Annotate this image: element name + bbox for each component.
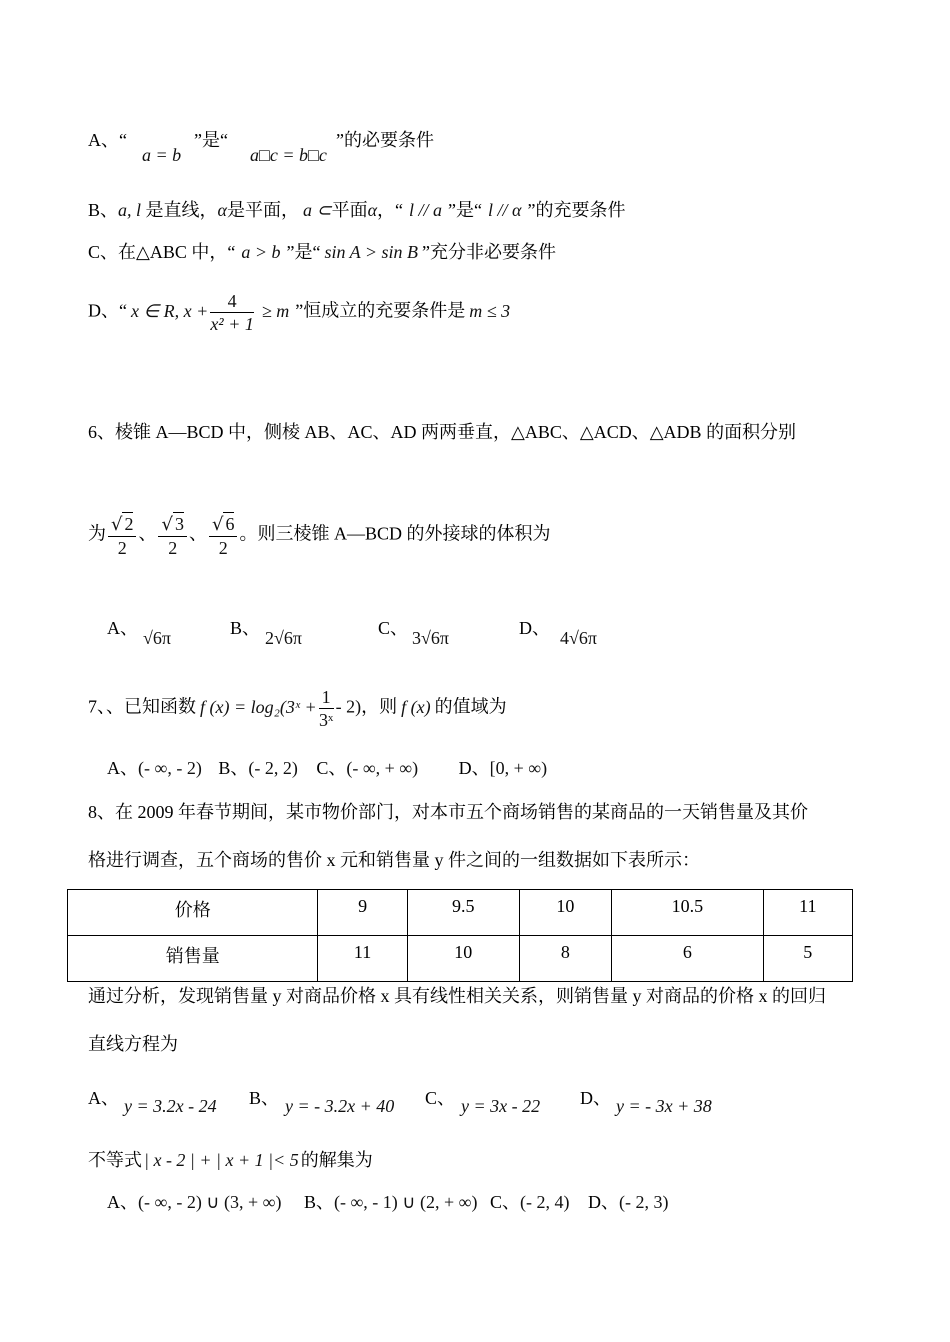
table-cell: 10 <box>407 936 519 982</box>
option-label: D、 <box>587 1192 619 1212</box>
text: 平面 <box>331 200 368 220</box>
math: f (x) <box>401 696 431 717</box>
text: ”的充要条件 <box>527 200 626 220</box>
q6-option-a-label: A、 <box>107 618 138 638</box>
price-sales-table <box>67 889 853 982</box>
q8-option-c-label: C、 <box>425 1088 456 1108</box>
text: ”恒成立的充要条件是 <box>295 300 466 321</box>
option-value: (- ∞, - 1) ∪ (2, + ∞) <box>333 1192 478 1212</box>
math: a, l <box>118 200 142 220</box>
math: a ⊂ <box>302 200 332 220</box>
fraction-denominator: 2 <box>117 538 127 558</box>
q8-option-b-value: y = - 3.2x + 40 <box>285 1096 395 1116</box>
q7-options <box>107 756 547 780</box>
math: l // α <box>488 200 522 220</box>
q5-a-math-2: a□c = b□c <box>250 145 327 165</box>
option-value: (- ∞, - 2) ∪ (3, + ∞) <box>138 1192 282 1212</box>
math: α <box>367 200 378 220</box>
text: 在△ABC 中，“ <box>118 242 236 262</box>
table-cell: 9 <box>318 890 407 936</box>
option-label: A、 <box>107 758 138 778</box>
option-label: D、 <box>88 300 119 321</box>
text: 的解集为 <box>300 1150 373 1170</box>
q8-option-c-value: y = 3x - 22 <box>461 1096 541 1116</box>
table-cell: 5 <box>763 936 852 982</box>
table-cell: 8 <box>519 936 611 982</box>
math: α <box>217 200 227 220</box>
q8-stem-line-2: 格进行调查，五个商场的售价 x 元和销售量 y 件之间的一组数据如下表所示： <box>88 850 700 870</box>
quote-open: “ <box>119 130 127 150</box>
fraction <box>210 290 254 335</box>
fraction-sqrt3: $\frac{√ 3}{2}$ <box>158 512 186 559</box>
fraction-numerator: 6 <box>225 514 235 534</box>
q8-stem-line-4: 直线方程为 <box>88 1034 178 1054</box>
option-label: A、 <box>88 130 119 150</box>
q8-option-a-label: A、 <box>88 1088 119 1108</box>
option-value: (- 2, 4) <box>519 1192 570 1212</box>
q6-option-a-value: √6π <box>143 628 171 648</box>
q5-option-d <box>88 290 510 335</box>
math: m ≤ 3 <box>469 300 511 321</box>
table-row <box>68 890 853 936</box>
q5-option-a <box>88 126 127 152</box>
q8-stem-line-1: 8、在 2009 年春节期间，某市物价部门，对本市五个商场销售的某商品的一天销售量及其价 <box>88 802 808 822</box>
q5-a-math-1: a = b <box>142 145 182 165</box>
text: 为 <box>88 523 106 544</box>
option-label: B、 <box>88 200 119 220</box>
text: 不等式 <box>88 1150 142 1170</box>
fraction-sqrt6: $\frac{√ 6}{2}$ <box>209 512 237 559</box>
option-value: (- 2, 3) <box>618 1192 669 1212</box>
text: ”充分非必要条件 <box>422 242 556 262</box>
q6-option-d-value: 4√6π <box>560 628 597 648</box>
option-value: (- ∞, - 2) <box>138 758 202 778</box>
q8-option-b-label: B、 <box>249 1088 280 1108</box>
text: 7、、已知函数 <box>88 696 196 717</box>
option-value: (- ∞, + ∞) <box>346 758 419 778</box>
table-cell: 6 <box>612 936 764 982</box>
table-cell: 10 <box>519 890 611 936</box>
q5-option-b <box>88 198 625 222</box>
q5-a-mid-text: ”是“ <box>194 130 228 150</box>
math: l // a <box>409 200 443 220</box>
fraction-denominator: 2 <box>218 538 228 558</box>
text: 的值域为 <box>434 696 507 717</box>
q5-a-end-text: ”的必要条件 <box>336 130 434 150</box>
option-label: A、 <box>107 1192 138 1212</box>
q9-options <box>107 1190 668 1214</box>
math: ≥ m <box>261 300 290 321</box>
fraction-numerator: 1 <box>319 686 334 709</box>
fraction-numerator: 2 <box>124 514 134 534</box>
math: sin A > sin B <box>324 242 418 262</box>
fraction-numerator: 4 <box>210 290 254 313</box>
q6-stem-line-2 <box>88 512 550 559</box>
text: 是平面， <box>226 200 299 220</box>
text: ，“ <box>377 200 404 220</box>
fraction-denominator: x² + 1 <box>210 314 254 334</box>
q6-option-b-value: 2√6π <box>265 628 302 648</box>
q7-stem <box>88 686 507 731</box>
text: ”是“ <box>448 200 483 220</box>
fraction-sqrt2: $\frac{√ 2}{2}$ <box>108 512 136 559</box>
option-label: B、 <box>218 758 249 778</box>
fraction-denominator: 2 <box>168 538 178 558</box>
q6-option-b-label: B、 <box>230 618 261 638</box>
table-cell: 价格 <box>68 890 318 936</box>
table-cell: 9.5 <box>407 890 519 936</box>
math: a > b <box>241 242 281 262</box>
table-cell: 11 <box>318 936 407 982</box>
q6-option-c-label: C、 <box>378 618 409 638</box>
text: 是直线， <box>145 200 218 220</box>
math: f (x) = log₂(3ˣ + <box>200 696 317 717</box>
text: ”是“ <box>286 242 321 262</box>
q8-option-d-value: y = - 3x + 38 <box>616 1096 712 1116</box>
math: | x - 2 | + | x + 1 |< 5 <box>144 1150 299 1170</box>
option-value: (- 2, 2) <box>248 758 298 778</box>
option-label: C、 <box>88 242 119 262</box>
fraction <box>319 686 334 731</box>
fraction-denominator: 3ˣ <box>319 710 334 730</box>
option-label: C、 <box>489 1192 520 1212</box>
q6-option-d-label: D、 <box>519 618 550 638</box>
q8-stem-line-3: 通过分析，发现销售量 y 对商品价格 x 具有线性相关关系，则销售量 y 对商品的价格 x 的回归 <box>88 986 826 1006</box>
q6-stem-line-1: 6、棱锥 A—BCD 中，侧棱 AB、AC、AD 两两垂直，△ABC、△ACD、△ADB 的面积分别 <box>88 422 797 442</box>
option-value: [0, + ∞) <box>489 758 548 778</box>
table-cell: 销售量 <box>68 936 318 982</box>
table-row <box>68 936 853 982</box>
math: - 2) <box>335 696 362 717</box>
separator: 、 <box>138 523 157 544</box>
separator: 、 <box>188 523 207 544</box>
option-label: D、 <box>458 758 490 778</box>
table-cell: 10.5 <box>612 890 764 936</box>
math: x ∈ R, x + <box>131 300 209 321</box>
text: “ <box>119 300 127 321</box>
q8-option-d-label: D、 <box>580 1088 611 1108</box>
q9-stem <box>88 1148 373 1172</box>
option-label: B、 <box>303 1192 334 1212</box>
fraction-numerator: 3 <box>174 514 184 534</box>
q6-option-c-value: 3√6π <box>412 628 449 648</box>
text: ，则 <box>361 696 398 717</box>
text: 。则三棱锥 A—BCD 的外接球的体积为 <box>239 523 551 544</box>
q8-option-a-value: y = 3.2x - 24 <box>124 1096 217 1116</box>
q5-option-c <box>88 240 556 264</box>
table-cell: 11 <box>763 890 852 936</box>
option-label: C、 <box>316 758 347 778</box>
